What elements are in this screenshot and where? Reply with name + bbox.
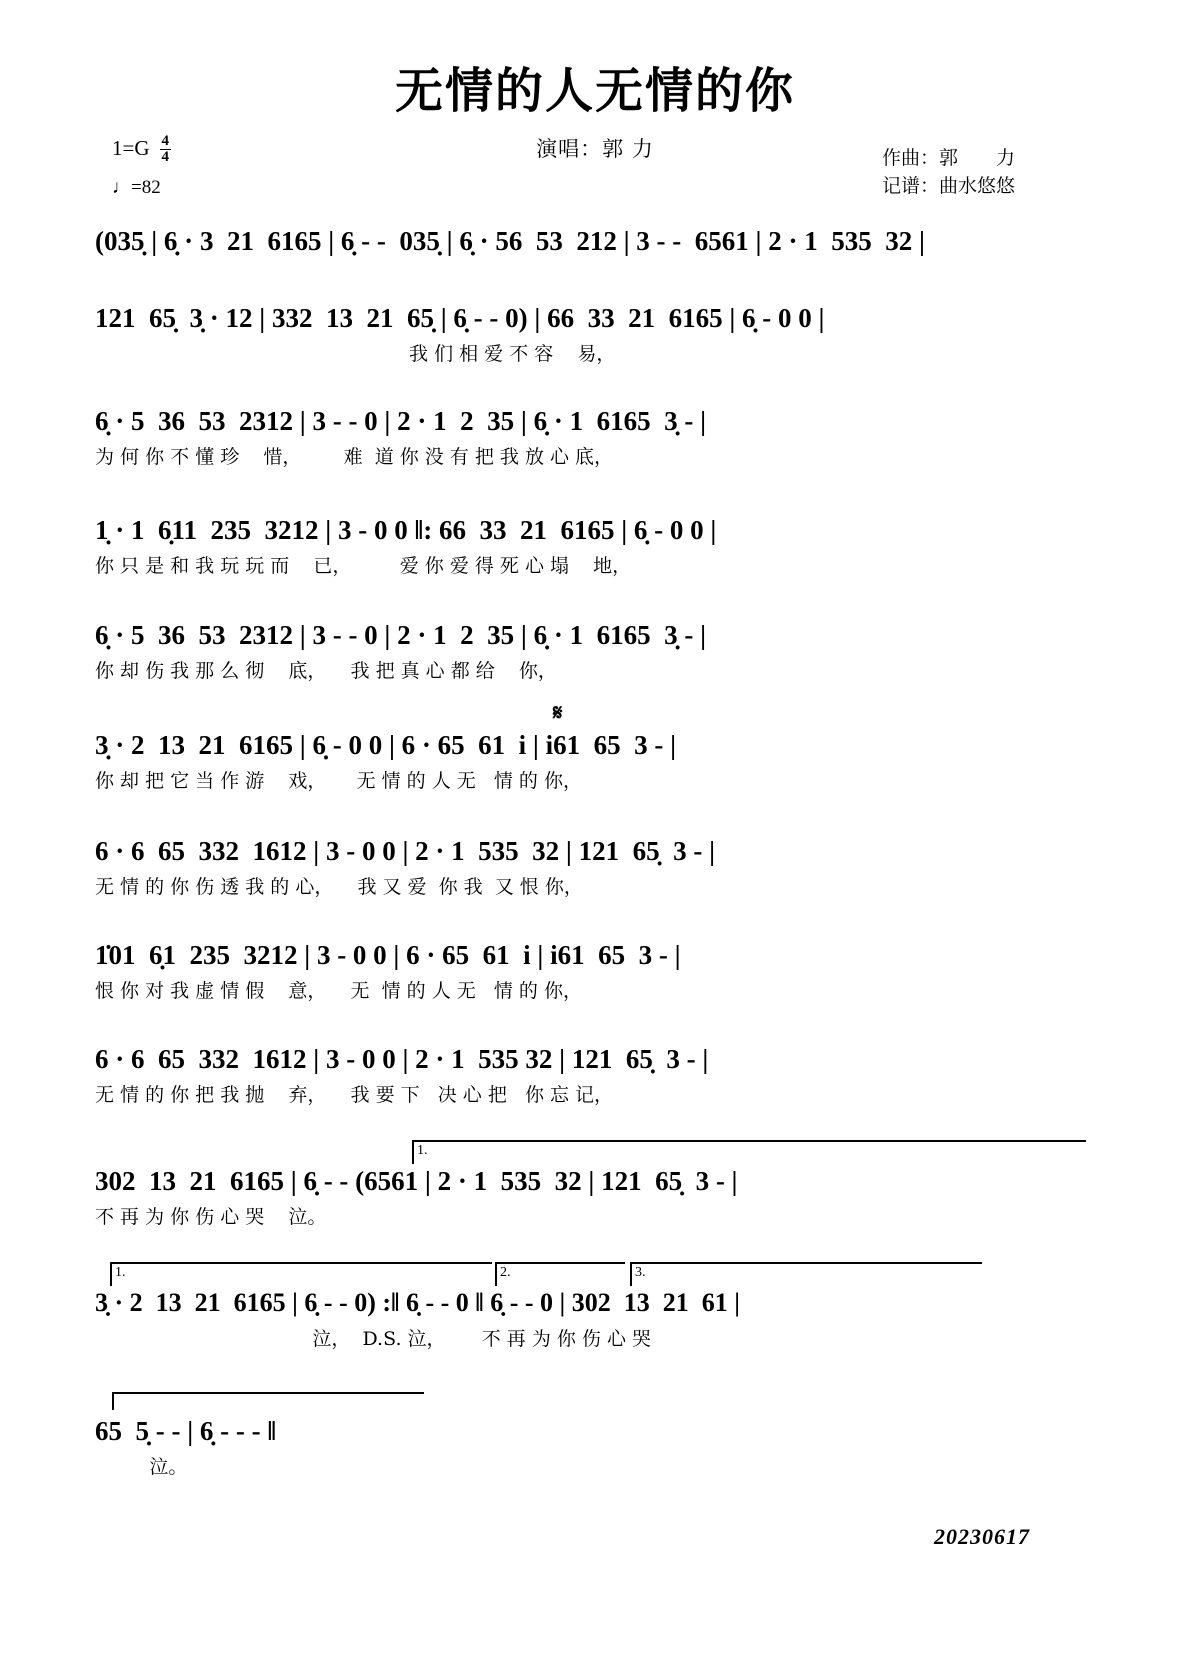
page-title: 无情的人无情的你: [394, 63, 795, 119]
second-ending-label: 2.: [500, 1265, 511, 1280]
notation-line: 3̣ · 2 13 21 6165 | 6̣ - - 0) :‖ 6̣ - - 0 ‖ 6̣ - - 0 | 302 13 21 61 |: [95, 1288, 740, 1317]
notator-credit: 记谱：曲水悠悠: [881, 174, 1015, 197]
music-system-3: [95, 408, 1095, 474]
music-system-12: [95, 1418, 1095, 1484]
date-stamp: 20230617: [934, 1524, 1030, 1549]
key-label: 1=G: [112, 136, 150, 160]
lyric-line: 无 情 的 你 把 我 抛 弃， 我 要 下 决 心 把 你 忘 记，: [95, 1084, 614, 1106]
music-system-5: [95, 622, 1095, 688]
composer-credit: 作曲：郭 力: [881, 147, 1015, 169]
lyric-line: 泣。: [95, 1456, 188, 1478]
first-ending-label-2: 1.: [115, 1265, 126, 1280]
notation-line: 6 · 6 65 332 1612 | 3 - 0 0 | 2 · 1 535 32 | 121 65̣ 3 - |: [95, 836, 716, 866]
notation-line: 6 · 6 65 332 1612 | 3 - 0 0 | 2 · 1 535 32 | 121 65̣ 3 - |: [95, 1044, 709, 1074]
lyric-line: 为 何 你 不 懂 珍 惜， 难 道 你 没 有 把 我 放 心 底，: [95, 446, 614, 468]
notation-line: 1̣ · 1 6̣11 235 3212 | 3 - 0 0 ‖: 66 33 21 6165 | 6̣ - 0 0 |: [95, 515, 717, 545]
notation-line: 1̇01 6̣1 235 3212 | 3 - 0 0 | 6 · 65 61 i | i61 65 3 - |: [95, 940, 681, 970]
singer-credit: 演唱：郭 力: [536, 137, 654, 161]
time-signature-denominator: 4: [161, 149, 170, 165]
phrase-bracket: [112, 1392, 424, 1410]
music-system-2: [95, 305, 1095, 371]
lyric-line: 恨 你 对 我 虚 情 假 意， 无 情 的 人 无 情 的 你，: [95, 980, 582, 1002]
lyric-line: [95, 268, 1095, 294]
segno-icon: 𝄋: [553, 700, 563, 725]
third-ending-label: 3.: [635, 1265, 646, 1280]
time-signature: [160, 134, 172, 165]
tempo-marking: ♩=82: [112, 177, 161, 198]
lyric-line: 你 却 伤 我 那 么 彻 底， 我 把 真 心 都 给 你，: [95, 660, 557, 682]
music-system-6: [95, 732, 1095, 798]
first-ending-label: 1.: [417, 1143, 428, 1158]
notation-line: 6̣ · 5 36 53 2312 | 3 - - 0 | 2 · 1 2 35 | 6̣ · 1 6165 3̣ - |: [95, 620, 707, 650]
third-ending-bracket: [630, 1262, 982, 1286]
first-ending-bracket: [412, 1140, 1086, 1164]
music-system-10: [95, 1168, 1095, 1234]
lyric-line: 不 再 为 你 伤 心 哭 泣。: [95, 1206, 327, 1228]
lyric-line: 你 却 把 它 当 作 游 戏， 无 情 的 人 无 情 的 你，: [95, 770, 582, 792]
notation-line: 121 65̣ 3̣ · 12 | 332 13 21 65̣ | 6̣ - - 0) | 66 33 21 6165 | 6̣ - 0 0 |: [95, 303, 825, 333]
notation-line: 302 13 21 6165 | 6̣ - - (6561 | 2 · 1 535 32 | 121 65̣ 3 - |: [95, 1166, 738, 1196]
notation-line: 3̣ · 2 13 21 6165 | 6̣ - 0 0 | 6 · 65 61 i | i61 65 3 - |: [95, 730, 677, 760]
credits-block: [882, 145, 1015, 200]
music-system-9: [95, 1046, 1095, 1112]
music-system-1: [95, 228, 1095, 294]
first-ending-bracket-2: [110, 1262, 492, 1286]
notation-line: 6̣ · 5 36 53 2312 | 3 - - 0 | 2 · 1 2 35 | 6̣ · 1 6165 3̣ - |: [95, 406, 707, 436]
notation-line: 65 5̣ - - | 6̣ - - - ‖: [95, 1416, 277, 1446]
lyric-line: 你 只 是 和 我 玩 玩 而 已， 爱 你 爱 得 死 心 塌 地，: [95, 555, 632, 577]
notation-line: (035̣ | 6̣ · 3 21 6165 | 6̣ - - 035̣ | 6̣ · 56 53 212 | 3 - - 6561 | 2 · 1 535 32 |: [95, 226, 925, 256]
lyric-line: 泣， D.S. 泣， 不 再 为 你 伤 心 哭: [95, 1328, 651, 1350]
music-system-11: [95, 1290, 1095, 1356]
key-signature: [112, 133, 171, 167]
music-system-4: [95, 517, 1095, 583]
second-ending-bracket: [495, 1262, 625, 1286]
lyric-line: 我 们 相 爱 不 容 易，: [95, 343, 616, 365]
music-system-7: [95, 838, 1095, 904]
lyric-line: 无 情 的 你 伤 透 我 的 心， 我 又 爱 你 我 又 恨 你，: [95, 876, 583, 898]
music-system-8: [95, 942, 1095, 1008]
time-signature-numerator: 4: [161, 133, 170, 149]
